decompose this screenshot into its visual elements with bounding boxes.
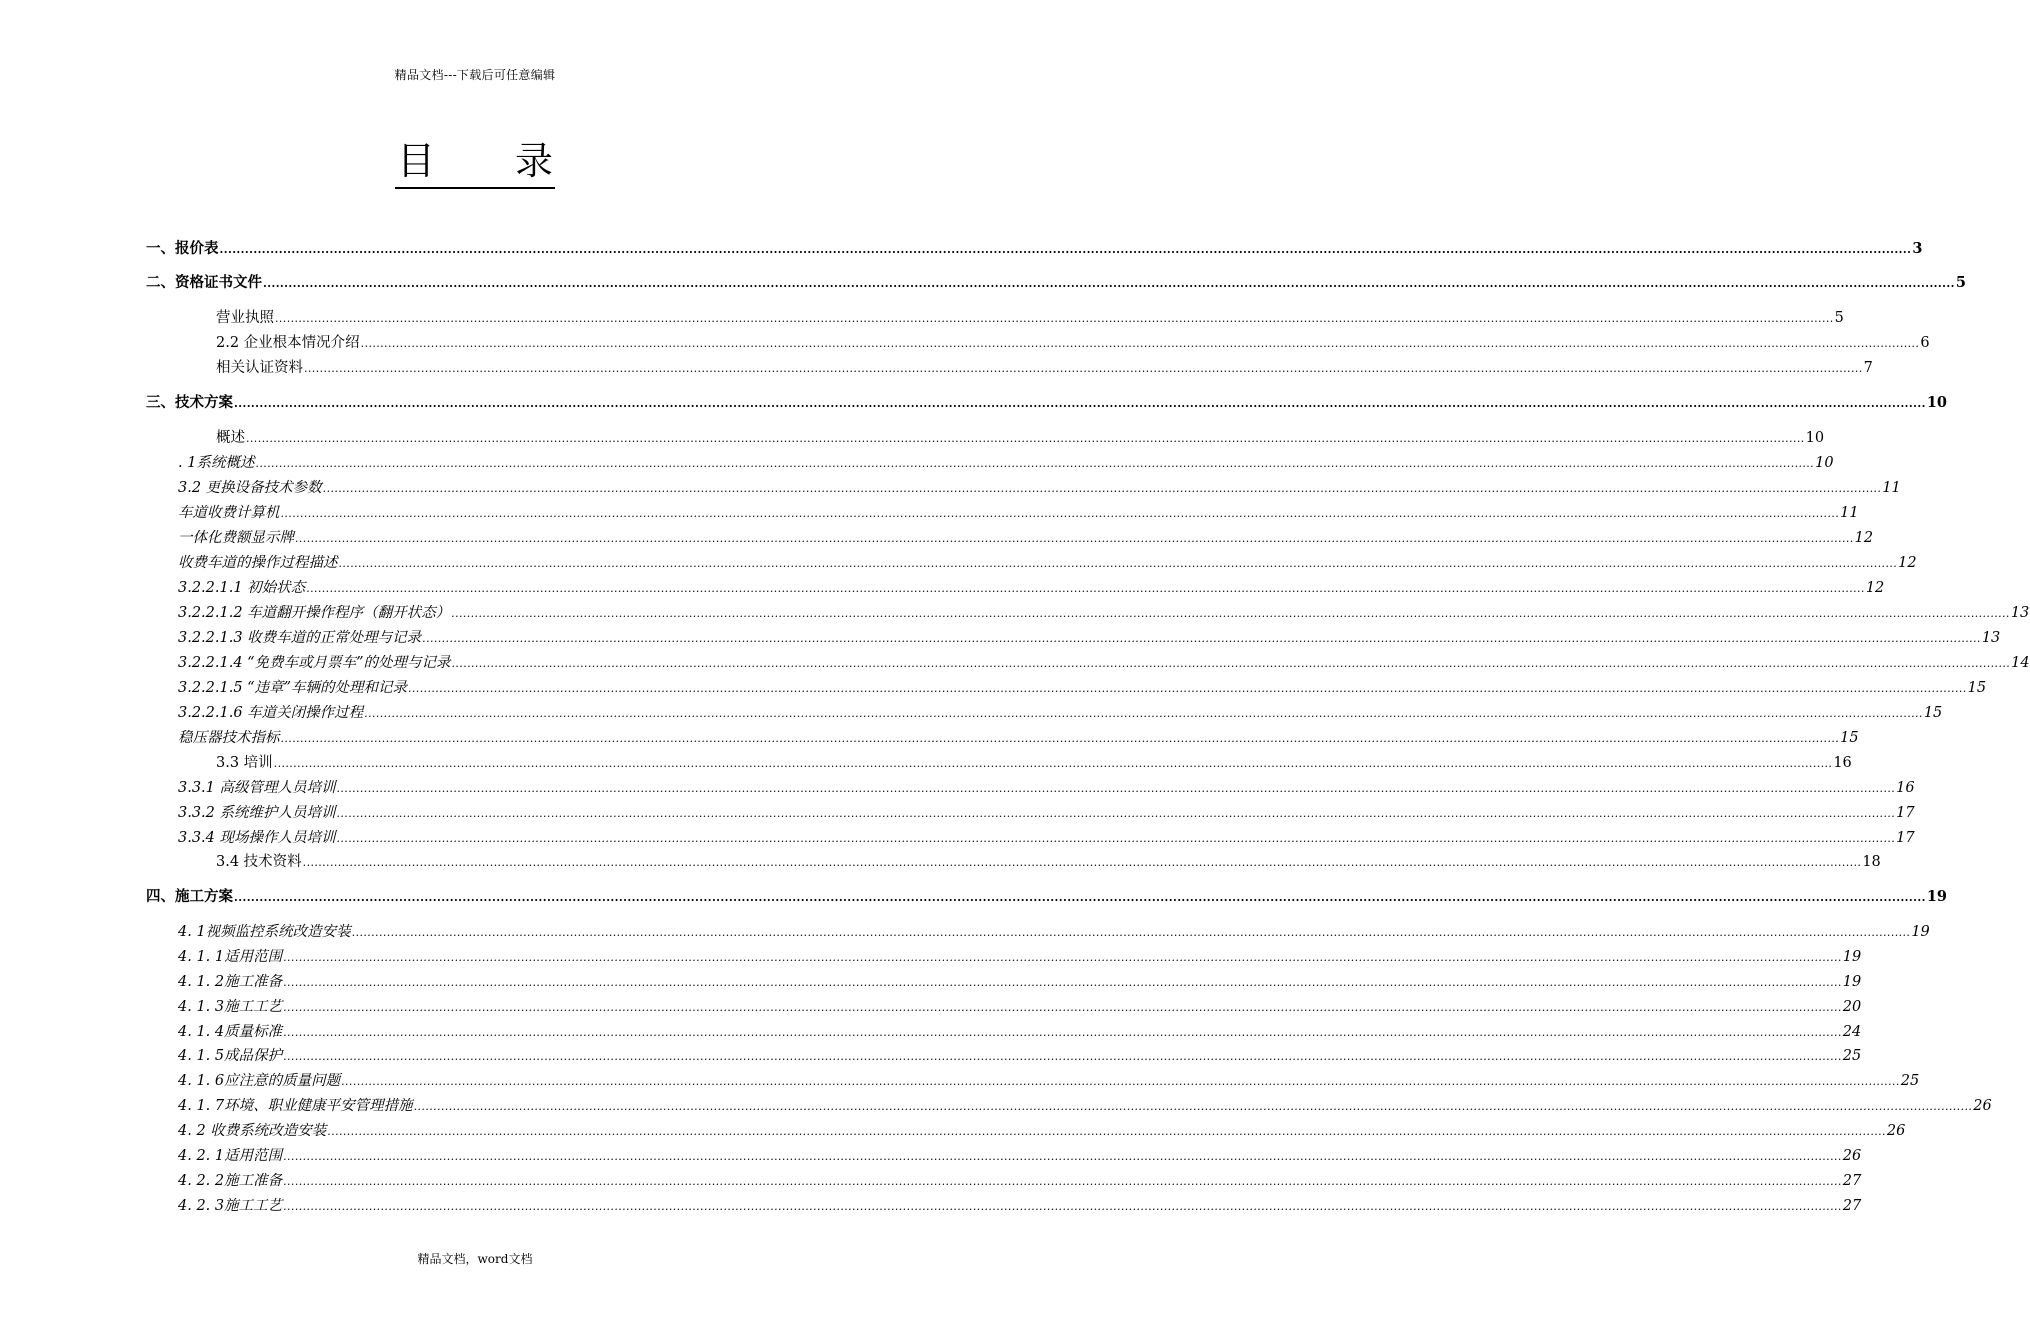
toc-entry[interactable] xyxy=(178,576,1885,596)
toc-entry-label: 4. 2. 2施工准备 xyxy=(178,1173,283,1189)
toc-entry-label: 4. 1. 3施工工艺 xyxy=(178,999,283,1015)
toc-entry-page: 3 xyxy=(1912,240,1923,257)
toc-leader-dots: ................................................................................................................................................................................................................................................................................................................................................................................................................ xyxy=(322,482,1882,495)
toc-entry-page: 25 xyxy=(1842,1048,1862,1064)
toc-leader-dots: ................................................................................................................................................................................................................................................................................................................................................................................................................ xyxy=(263,277,1955,290)
toc-entry-page: 27 xyxy=(1842,1173,1862,1189)
toc-leader-dots: ................................................................................................................................................................................................................................................................................................................................................................................................................ xyxy=(422,632,1981,645)
toc-entry[interactable] xyxy=(178,476,1901,496)
toc-leader-dots: ................................................................................................................................................................................................................................................................................................................................................................................................................ xyxy=(283,1026,1842,1039)
toc-entry-label: 一、报价表 xyxy=(146,240,219,257)
toc-entry-page: 12 xyxy=(1865,580,1885,596)
toc-entry-label: 稳压器技术指标 xyxy=(178,730,280,746)
page-header: 精品文档---下载后可任意编辑 xyxy=(394,68,556,82)
toc-entry-label: 4. 1. 6应注意的质量问题 xyxy=(178,1073,341,1089)
toc-entry[interactable] xyxy=(146,237,1923,257)
toc-leader-dots: ................................................................................................................................................................................................................................................................................................................................................................................................................ xyxy=(336,807,1896,820)
toc-entry[interactable] xyxy=(178,970,1862,990)
toc-entry-label: 3.3.2 系统维护人员培训 xyxy=(178,805,336,821)
toc-entry-page: 6 xyxy=(1920,335,1930,351)
toc-entry-page: 26 xyxy=(1973,1098,1992,1114)
toc-leader-dots: ................................................................................................................................................................................................................................................................................................................................................................................................................ xyxy=(283,1200,1842,1213)
toc-entry-label: 收费车道的操作过程描述 xyxy=(178,555,338,571)
toc-leader-dots: ................................................................................................................................................................................................................................................................................................................................................................................................................ xyxy=(304,362,1863,375)
toc-entry-page: 14 xyxy=(2011,655,2030,671)
toc-entry-label: 3.2.2.1.3 收费车道的正常处理与记录 xyxy=(178,630,422,646)
toc-entry-label: 3.2.2.1.2 车道翻开操作程序（翻开状态） xyxy=(178,605,451,621)
toc-entry[interactable] xyxy=(178,1020,1862,1040)
toc-entry[interactable] xyxy=(178,776,1915,796)
toc-entry-label: . 1系统概述 xyxy=(178,455,255,471)
toc-entry-page: 15 xyxy=(1967,680,1987,696)
toc-leader-dots: ................................................................................................................................................................................................................................................................................................................................................................................................................ xyxy=(338,557,1898,570)
toc-entry-label: 三、技术方案 xyxy=(146,394,233,411)
toc-entry-page: 10 xyxy=(1815,455,1834,471)
toc-leader-dots: ................................................................................................................................................................................................................................................................................................................................................................................................................ xyxy=(360,337,1920,350)
toc-entry-page: 19 xyxy=(1842,974,1862,990)
toc-leader-dots: ................................................................................................................................................................................................................................................................................................................................................................................................................ xyxy=(255,457,1815,470)
toc-entry[interactable] xyxy=(178,1169,1862,1189)
toc-entry-page: 13 xyxy=(1981,630,2001,646)
toc-entry[interactable] xyxy=(178,626,2001,646)
toc-leader-dots: ................................................................................................................................................................................................................................................................................................................................................................................................................ xyxy=(283,1150,1842,1163)
toc-entry-page: 11 xyxy=(1882,480,1901,496)
toc-entry-label: 3.2.2.1.5 “违章”车辆的处理和记录 xyxy=(178,680,407,696)
toc-entry-label: 二、资格证书文件 xyxy=(146,274,262,291)
toc-entry[interactable] xyxy=(178,1144,1862,1164)
toc-entry-page: 15 xyxy=(1840,730,1859,746)
toc-leader-dots: ................................................................................................................................................................................................................................................................................................................................................................................................................ xyxy=(283,1050,1842,1063)
toc-entry[interactable] xyxy=(216,331,1930,351)
title-part-2: 录 xyxy=(515,139,554,183)
toc-entry-label: 一体化费额显示牌 xyxy=(178,530,294,546)
toc-leader-dots: ................................................................................................................................................................................................................................................................................................................................................................................................................ xyxy=(413,1100,1973,1113)
toc-entry[interactable] xyxy=(178,1194,1862,1214)
toc-entry[interactable] xyxy=(146,391,1948,411)
toc-entry[interactable] xyxy=(216,306,1844,326)
toc-leader-dots: ................................................................................................................................................................................................................................................................................................................................................................................................................ xyxy=(306,582,1865,595)
toc-entry-label: 4. 2. 1适用范围 xyxy=(178,1148,283,1164)
toc-entry-page: 26 xyxy=(1842,1148,1862,1164)
toc-entry[interactable] xyxy=(178,1094,1992,1114)
toc-entry-page: 15 xyxy=(1923,705,1943,721)
toc-leader-dots: ................................................................................................................................................................................................................................................................................................................................................................................................................ xyxy=(283,1175,1842,1188)
toc-entry[interactable] xyxy=(216,426,1825,446)
toc-entry[interactable] xyxy=(178,726,1859,746)
toc-entry-label: 相关认证资料 xyxy=(216,360,303,376)
toc-leader-dots: ................................................................................................................................................................................................................................................................................................................................................................................................................ xyxy=(280,732,1840,745)
toc-entry-page: 11 xyxy=(1840,505,1859,521)
toc-entry-label: 3.2.2.1.4 “免费车或月票车”的处理与记录 xyxy=(178,655,451,671)
toc-leader-dots: ................................................................................................................................................................................................................................................................................................................................................................................................................ xyxy=(280,507,1840,520)
toc-leader-dots: ................................................................................................................................................................................................................................................................................................................................................................................................................ xyxy=(283,1001,1842,1014)
toc-leader-dots: ................................................................................................................................................................................................................................................................................................................................................................................................................ xyxy=(234,891,1926,904)
toc-leader-dots: ................................................................................................................................................................................................................................................................................................................................................................................................................ xyxy=(219,243,1912,256)
toc-entry-page: 25 xyxy=(1900,1073,1920,1089)
toc-entry-label: 4. 2 收费系统改造安装 xyxy=(178,1123,327,1139)
toc-entry-page: 18 xyxy=(1862,854,1881,870)
toc-entry[interactable] xyxy=(178,651,2030,671)
toc-entry[interactable] xyxy=(178,601,2030,621)
toc-entry[interactable] xyxy=(216,850,1881,870)
toc-entry[interactable] xyxy=(178,1119,1906,1139)
toc-entry-label: 4. 1. 2施工准备 xyxy=(178,974,283,990)
toc-entry[interactable] xyxy=(178,551,1917,571)
toc-entry-label: 3.2 更换设备技术参数 xyxy=(178,480,322,496)
toc-entry-page: 26 xyxy=(1886,1123,1906,1139)
toc-entry-page: 19 xyxy=(1911,924,1930,940)
toc-entry-label: 4. 1. 1适用范围 xyxy=(178,949,283,965)
toc-entry[interactable] xyxy=(178,920,1930,940)
toc-leader-dots: ................................................................................................................................................................................................................................................................................................................................................................................................................ xyxy=(451,657,2011,670)
toc-leader-dots: ................................................................................................................................................................................................................................................................................................................................................................................................................ xyxy=(273,757,1833,770)
toc-leader-dots: ................................................................................................................................................................................................................................................................................................................................................................................................................ xyxy=(451,607,2010,620)
toc-entry-page: 10 xyxy=(1805,430,1825,446)
toc-entry[interactable] xyxy=(178,676,1987,696)
toc-leader-dots: ................................................................................................................................................................................................................................................................................................................................................................................................................ xyxy=(234,397,1926,410)
toc-entry[interactable] xyxy=(178,451,1834,471)
toc-entry-label: 3.2.2.1.6 车道关闭操作过程 xyxy=(178,705,364,721)
toc-entry-page: 17 xyxy=(1896,805,1915,821)
toc-entry-page: 7 xyxy=(1863,360,1873,376)
toc-entry-label: 2.2 企业根本情况介绍 xyxy=(216,335,360,351)
toc-entry-label: 4. 1. 4质量标准 xyxy=(178,1024,283,1040)
toc-leader-dots: ................................................................................................................................................................................................................................................................................................................................................................................................................ xyxy=(275,312,1834,325)
toc-entry[interactable] xyxy=(146,885,1948,905)
toc-entry-label: 4. 1. 7环境、职业健康平安管理措施 xyxy=(178,1098,413,1114)
toc-leader-dots: ................................................................................................................................................................................................................................................................................................................................................................................................................ xyxy=(341,1075,1900,1088)
toc-entry-label: 4. 1. 5成品保护 xyxy=(178,1048,283,1064)
toc-entry-label: 3.4 技术资料 xyxy=(216,854,302,870)
toc-leader-dots: ................................................................................................................................................................................................................................................................................................................................................................................................................ xyxy=(336,782,1896,795)
toc-entry-label: 四、施工方案 xyxy=(146,888,233,905)
toc-entry-page: 27 xyxy=(1842,1198,1862,1214)
toc-entry-label: 营业执照 xyxy=(216,310,274,326)
title-part-1: 目 xyxy=(396,139,435,183)
toc-entry[interactable] xyxy=(178,526,1874,546)
toc-entry-label: 3.3.4 现场操作人员培训 xyxy=(178,830,336,846)
toc-entry-page: 16 xyxy=(1896,780,1915,796)
toc-entry-page: 12 xyxy=(1898,555,1917,571)
toc-leader-dots: ................................................................................................................................................................................................................................................................................................................................................................................................................ xyxy=(302,856,1862,869)
toc-entry-page: 16 xyxy=(1833,755,1852,771)
toc-entry-page: 12 xyxy=(1854,530,1874,546)
toc-leader-dots: ................................................................................................................................................................................................................................................................................................................................................................................................................ xyxy=(283,976,1842,989)
toc-leader-dots: ................................................................................................................................................................................................................................................................................................................................................................................................................ xyxy=(351,926,1911,939)
toc-entry[interactable] xyxy=(146,271,1966,291)
toc-entry[interactable] xyxy=(178,826,1915,846)
toc-entry[interactable] xyxy=(178,1069,1920,1089)
toc-entry-page: 20 xyxy=(1842,999,1862,1015)
toc-entry-label: 3.3 培训 xyxy=(216,755,273,771)
toc-leader-dots: ................................................................................................................................................................................................................................................................................................................................................................................................................ xyxy=(246,432,1805,445)
toc-entry-page: 5 xyxy=(1955,274,1966,291)
toc-entry-label: 4. 2. 3施工工艺 xyxy=(178,1198,283,1214)
toc-entry-label: 车道收费计算机 xyxy=(178,505,280,521)
toc-entry[interactable] xyxy=(216,751,1852,771)
toc-entry[interactable] xyxy=(178,701,1943,721)
toc-leader-dots: ................................................................................................................................................................................................................................................................................................................................................................................................................ xyxy=(336,832,1896,845)
toc-entry[interactable] xyxy=(178,995,1862,1015)
toc-entry[interactable] xyxy=(178,1044,1862,1064)
toc-entry-page: 24 xyxy=(1842,1024,1862,1040)
toc-entry-label: 3.3.1 高级管理人员培训 xyxy=(178,780,336,796)
page-footer: 精品文档，word文档 xyxy=(417,1252,533,1266)
toc-entry[interactable] xyxy=(178,501,1859,521)
toc-leader-dots: ................................................................................................................................................................................................................................................................................................................................................................................................................ xyxy=(364,707,1923,720)
toc-leader-dots: ................................................................................................................................................................................................................................................................................................................................................................................................................ xyxy=(327,1125,1886,1138)
toc-leader-dots: ................................................................................................................................................................................................................................................................................................................................................................................................................ xyxy=(408,682,1967,695)
toc-entry[interactable] xyxy=(216,356,1873,376)
toc-entry-label: 3.2.2.1.1 初始状态 xyxy=(178,580,306,596)
toc-entry-label: 概述 xyxy=(216,430,245,446)
toc-entry-page: 13 xyxy=(2010,605,2030,621)
toc-entry-label: 4. 1视频监控系统改造安装 xyxy=(178,924,351,940)
toc-leader-dots: ................................................................................................................................................................................................................................................................................................................................................................................................................ xyxy=(283,951,1842,964)
toc-leader-dots: ................................................................................................................................................................................................................................................................................................................................................................................................................ xyxy=(295,532,1854,545)
toc-entry-page: 19 xyxy=(1926,888,1948,905)
toc-entry-page: 10 xyxy=(1926,394,1948,411)
toc-entry[interactable] xyxy=(178,945,1862,965)
toc-entry-page: 5 xyxy=(1834,310,1844,326)
toc-entry[interactable] xyxy=(178,801,1915,821)
toc-entry-page: 19 xyxy=(1842,949,1862,965)
toc-entry-page: 17 xyxy=(1896,830,1915,846)
